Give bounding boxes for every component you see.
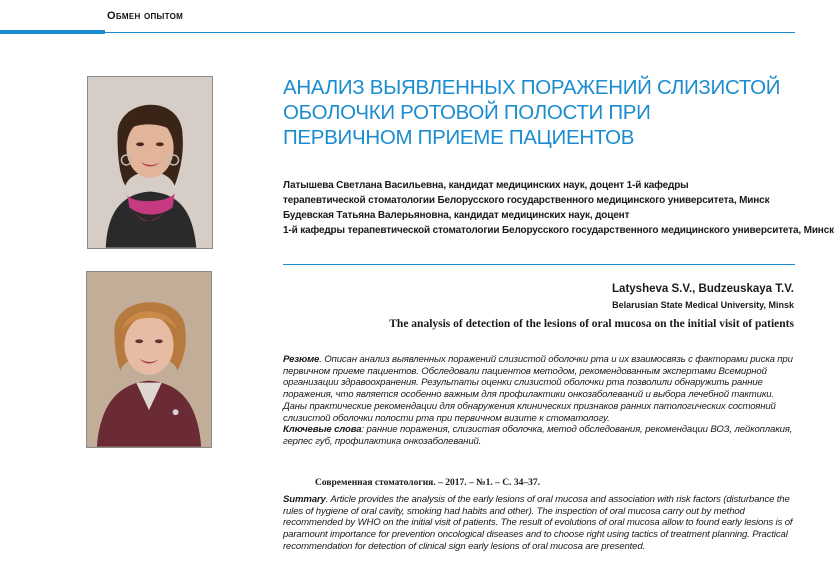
portrait-image <box>87 272 211 447</box>
keywords-text: : ранние поражения, слизистая оболочка, метод обследования, рекомендации ВОЗ, лейкоплакия, герпес губ, профилактика онкозаболеваний. <box>283 424 793 447</box>
author-line: Будевская Татьяна Валерьяновна, кандидат медицинских наук, доцент <box>283 210 630 221</box>
resume-text: . Описан анализ выявленных поражений слизистой оболочки рта и их взаимосвязь с факторами риска при первичном приеме пациентов. Обследовали пациентов методом, рекомендованным экспертами Всемирной организации здравоохранения. Результаты оценки слизистой оболочки рта позволили обнаружить ранние поражения, что является особенно важным для профилактики онкозаболеваний и выбора лечебной тактики. Даны практические рекомендации для обнаружения клинических признаков ранних патологических состояний слизистой оболочки полости рта при первичном визите к стоматологу. <box>283 354 793 424</box>
portrait-image <box>88 77 212 248</box>
resume-block <box>283 354 799 448</box>
article-title: АНАЛИЗ ВЫЯВЛЕННЫХ ПОРАЖЕНИЙ СЛИЗИСТОЙ ОБОЛОЧКИ РОТОВОЙ ПОЛОСТИ ПРИ ПЕРВИЧНОМ ПРИЕМЕ ПАЦИЕНТОВ <box>283 76 781 149</box>
summary-text: . Article provides the analysis of the early lesions of oral mucosa and association with risk factors (disturbance the rules of hygiene of oral cavity, smoking had habits and other). The inspection of oral mucosa carry out by method recommended by WHO on the initial visit of patients. The result of evolutions of oral mucosa allow to found early lesions is of paramount importance for prevention oncological diseases and to choose right using tactics of treatment planning. Practical recommendation for detection of clinical sign early lesions of oral mucosa are presented. <box>283 494 793 552</box>
keywords-label: Ключевые слова <box>283 424 362 436</box>
author-photo-budevskaya <box>86 271 212 448</box>
author-photo-latysheva <box>87 76 213 249</box>
divider <box>283 264 795 265</box>
authors-en: Latysheva S.V., Budzeuskaya T.V. <box>612 283 794 295</box>
header-rule <box>105 32 795 33</box>
citation: Современная стоматология. – 2017. – №1. – С. 34–37. <box>315 478 540 488</box>
author-line: терапевтической стоматологии Белорусского государственного медицинского университета, Минск <box>283 195 770 206</box>
resume-label: Резюме <box>283 354 320 365</box>
author-line: 1-й кафедры терапевтической стоматологии Белорусского государственного медицинского университета, Минск <box>283 225 834 236</box>
header-accent-bar <box>0 30 105 34</box>
summary-label: Summary <box>283 494 326 505</box>
title-en: The analysis of detection of the lesions of oral mucosa on the initial visit of patients <box>389 318 794 330</box>
affiliation-en: Belarusian State Medical University, Minsk <box>612 300 794 310</box>
author-line: Латышева Светлана Васильевна, кандидат медицинских наук, доцент 1-й кафедры <box>283 180 689 191</box>
summary-block <box>283 494 799 553</box>
authors-ru <box>283 178 834 238</box>
section-label: Обмен опытом <box>107 10 184 22</box>
